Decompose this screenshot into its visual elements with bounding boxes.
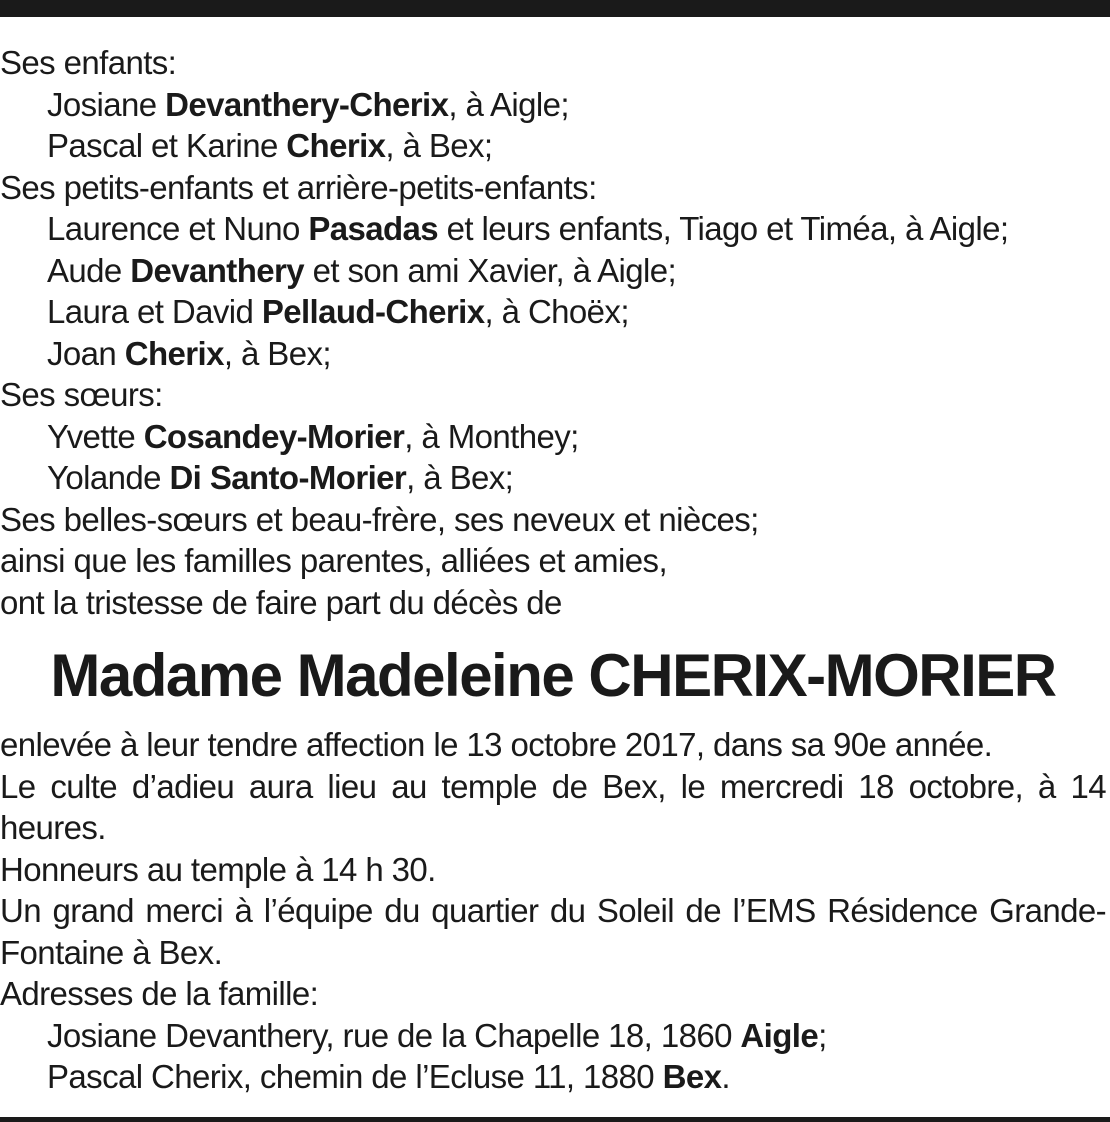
entry-suffix: , à Choëx; [484, 293, 629, 330]
entry-surname: Pasadas [308, 210, 439, 247]
grandchild-entry [0, 333, 1106, 375]
details-section [0, 724, 1106, 1098]
entry-surname: Cherix [124, 334, 224, 372]
closing-line: Ses belles-sœurs et beau-frère, ses neveux et nièces; [0, 500, 759, 538]
entry-suffix: et leurs enfants, Tiago et Timéa, à Aigle; [438, 210, 1009, 247]
entry-prefix: Laura et David [47, 293, 262, 330]
honors-line: Honneurs au temple à 14 h 30. [0, 850, 436, 888]
grandchild-entry [0, 250, 1106, 292]
sister-entry [0, 416, 1106, 458]
address-end: . [721, 1058, 730, 1095]
entry-prefix: Josiane [47, 85, 166, 123]
entry-suffix: , à Monthey; [404, 417, 579, 455]
deceased-name: Madame Madeleine CHERIX-MORIER [50, 642, 1056, 709]
sisters-heading: Ses sœurs: [0, 376, 163, 413]
address-entry [0, 1015, 1106, 1057]
entry-surname: Cherix [286, 127, 386, 164]
address-text: Pascal Cherix, chemin de l’Ecluse 11, 1880 [47, 1058, 663, 1095]
entry-surname: Cosandey-Morier [143, 417, 405, 455]
grandchild-entry [0, 208, 1106, 250]
family-section [0, 42, 1106, 623]
entry-suffix: , à Bex; [406, 459, 514, 496]
child-entry [0, 84, 1106, 126]
address-end: ; [818, 1016, 827, 1054]
service-paragraph: Le culte d’adieu aura lieu au temple de Bex, le mercredi 18 octobre, à 14 heures. [0, 767, 1106, 846]
entry-prefix: Joan [47, 334, 125, 372]
address-text: Josiane Devanthery, rue de la Chapelle 18, 1860 [47, 1016, 741, 1054]
entry-surname: Devanthery-Cherix [165, 85, 449, 123]
bottom-rule [0, 1117, 1110, 1122]
entry-prefix: Aude [47, 251, 131, 289]
entry-prefix: Laurence et Nuno [47, 210, 309, 247]
entry-suffix: , à Bex; [223, 334, 331, 372]
entry-prefix: Yvette [47, 417, 144, 455]
entry-suffix: , à Bex; [385, 127, 493, 164]
thanks-paragraph: Un grand merci à l’équipe du quartier du Soleil de l’EMS Résidence Grande-Fontaine à Bex. [0, 892, 1106, 971]
entry-prefix: Yolande [47, 459, 170, 496]
grandchild-entry [0, 291, 1106, 333]
entry-suffix: , à Aigle; [448, 85, 569, 123]
addresses-heading: Adresses de la famille: [0, 975, 319, 1012]
death-line: enlevée à leur tendre affection le 13 octobre 2017, dans sa 90e année. [0, 726, 993, 763]
closing-line: ont la tristesse de faire part du décès de [0, 583, 562, 621]
entry-surname: Pellaud-Cherix [261, 293, 485, 330]
entry-surname: Di Santo-Morier [169, 459, 407, 496]
grandchildren-heading: Ses petits-enfants et arrière-petits-enfants: [0, 168, 597, 206]
entry-surname: Devanthery [130, 251, 304, 289]
child-entry [0, 125, 1106, 167]
sister-entry [0, 457, 1106, 499]
top-rule [0, 0, 1110, 17]
address-entry [0, 1056, 1106, 1098]
address-city: Bex [662, 1058, 722, 1095]
entry-prefix: Pascal et Karine [47, 127, 287, 164]
children-heading: Ses enfants: [0, 44, 177, 81]
address-city: Aigle [740, 1016, 819, 1054]
closing-line: ainsi que les familles parentes, alliées et amies, [0, 542, 668, 579]
entry-suffix: et son ami Xavier, à Aigle; [304, 251, 677, 289]
